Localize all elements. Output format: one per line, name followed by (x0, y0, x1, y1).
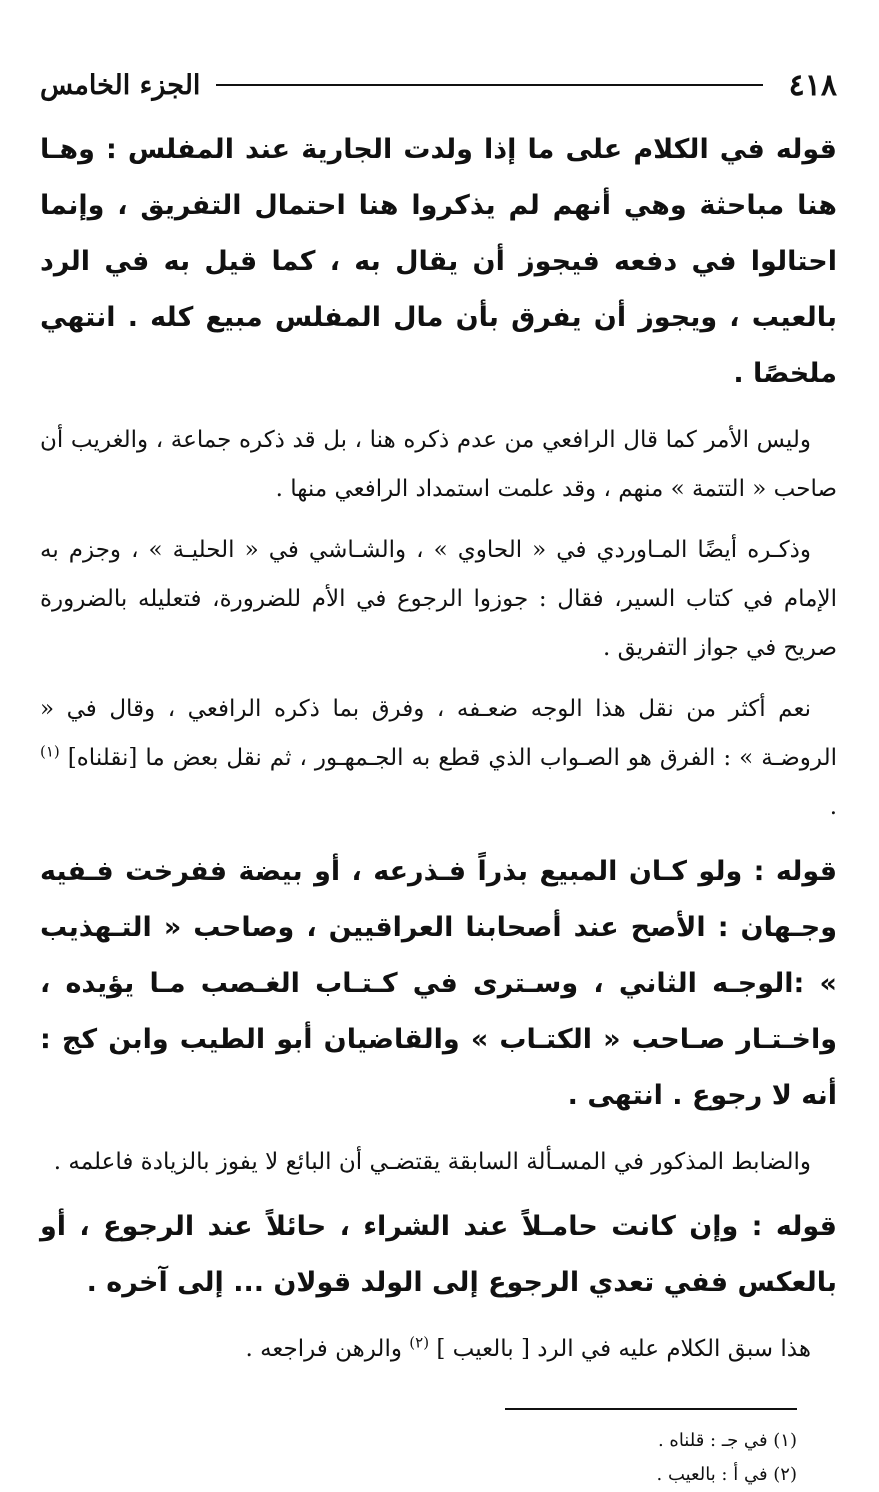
footnote-ref: (١) (40, 742, 60, 761)
footnote: (١) في جـ : قلناه . (657, 1430, 797, 1451)
paragraph-text: هذا سبق الكلام عليه في الرد [ بالعيب ] (436, 1336, 811, 1362)
body-paragraph: وذكـره أيضًا المـاوردي في « الحاوي » ، والشـاشي في « الحليـة » ، وجزم به الإمام في كتاب السير، فقال : جوزوا الرجوع في الأم للضرورة، فتعليله بالضرورة صريح في جواز التفريق . (40, 537, 837, 661)
body-paragraph (40, 1325, 837, 1374)
body-paragraph: وليس الأمر كما قال الرافعي من عدم ذكره هنا ، بل قد ذكره جماعة ، والغريب أن صاحب « التتمة » منهم ، وقد علمت استمداد الرافعي منها . (40, 427, 837, 502)
commentary-quote-paragraph: قوله في الكلام على ما إذا ولدت الجارية عند المفلس : وهـا هنا مباحثة وهي أنهم لم يذكروا هنا احتمال التفريق ، وإنما احتالوا في دفعه فيجوز أن يقال به ، كما قيل به في الرد بالعيب ، ويجوز أن يفرق بأن مال المفلس مبيع كله . انتهي ملخصًا . (40, 134, 837, 389)
paragraph-text: نعم أكثر من نقل هذا الوجه ضعـفه ، وفرق بما ذكره الرافعي ، وقال في « الروضـة » : الفرق هو الصـواب الذي قطع به الجـمهـور ، ثم نقل بعض ما [نقلناه] (40, 696, 838, 771)
footnote-rule (505, 1408, 797, 1410)
body-paragraph: والضابط المذكور في المسـألة السابقة يقتضـي أن البائع لا يفوز بالزيادة فاعلمه . (53, 1149, 811, 1175)
header-rule (216, 84, 762, 86)
footnote-ref: (٢) (409, 1333, 430, 1352)
footnote: (٢) في أ : بالعيب . (656, 1464, 797, 1485)
running-head (40, 62, 837, 108)
paragraph-text-end: . (829, 794, 837, 820)
part-title: الجزء الخامس (40, 69, 201, 101)
paragraph-text-end: والرهن فراجعه . (245, 1336, 402, 1362)
commentary-quote-paragraph: قوله : وإن كانت حامـلاً عند الشراء ، حائلاً عند الرجوع ، أو بالعكس ففي تعدي الرجوع إلى الولد قولان ... إلى آخره . (40, 1211, 837, 1298)
body-paragraph (40, 685, 837, 832)
page-number: ٤١٨ (788, 67, 837, 103)
commentary-quote-paragraph: قوله : ولو كـان المبيع بذراً فـذرعه ، أو بيضة ففرخت فـفيه وجـهان : الأصح عند أصحابنا العراقيين ، وصاحب « التـهذيب » :الوجـه الثاني ، وسـترى في كـتـاب الغـصب مـا يؤيده ، واخـتـار صـاحب « الكتـاب » والقاضيان أبو الطيب وابن كج : أنه لا رجوع . انتهى . (40, 856, 837, 1111)
